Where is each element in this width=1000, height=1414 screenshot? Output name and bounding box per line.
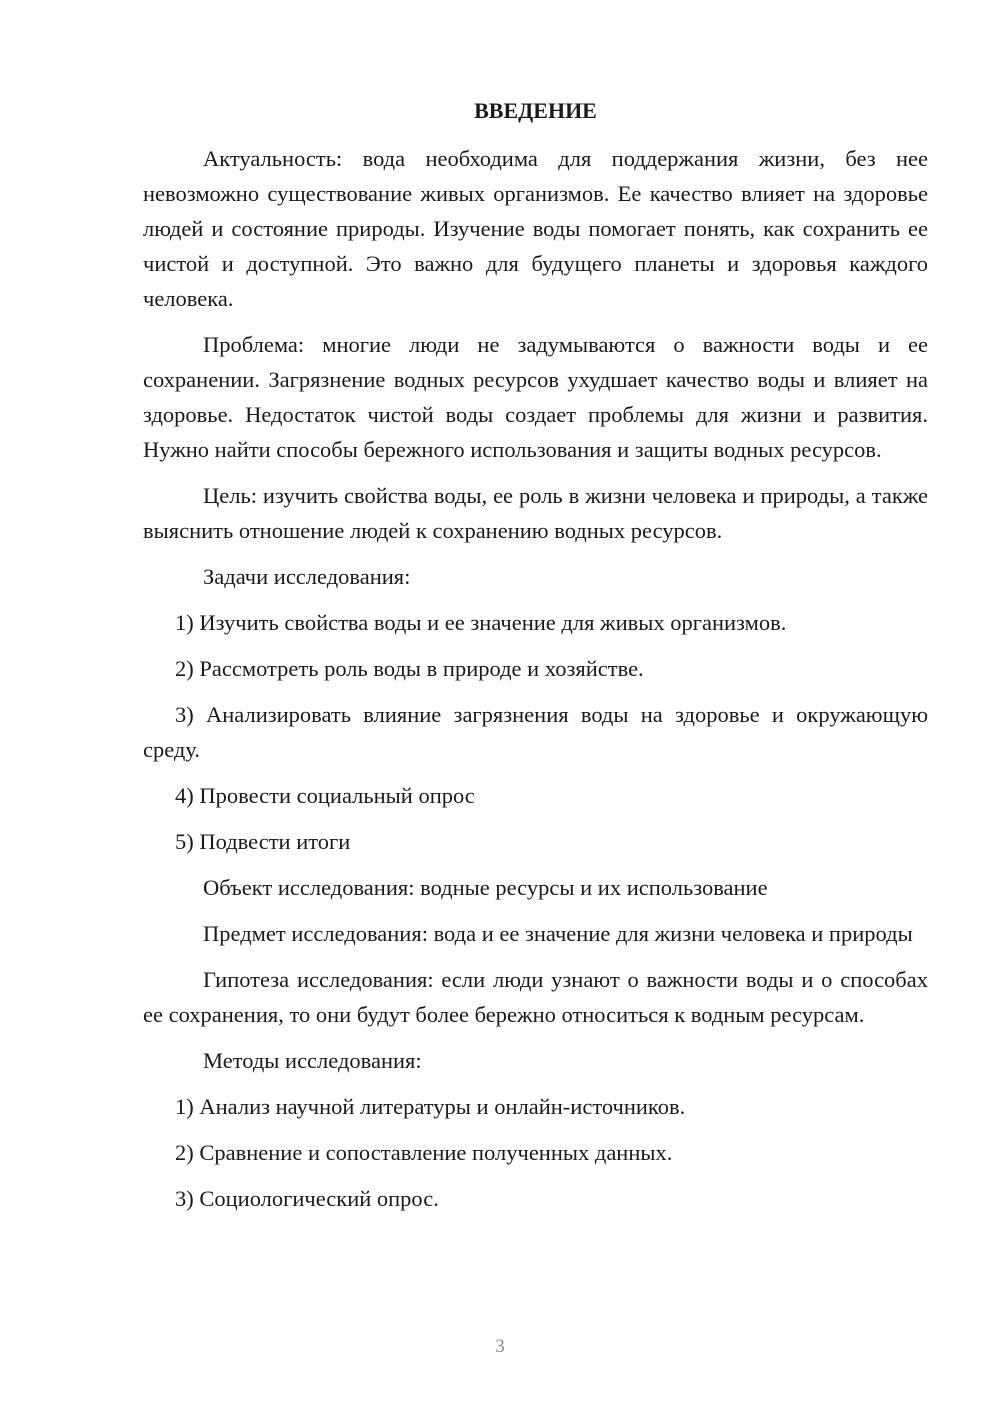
relevance-paragraph: Актуальность: вода необходима для поддержания жизни, без нее невозможно существование живых организмов. Ее качество влияет на здоровье людей и состояние природы. Изучение воды помогает понять, как сохранить ее чистой и доступной. Это важно для будущего планеты и здоровья каждого человека. [143, 146, 928, 311]
task-item: 5) Подвести итоги [175, 829, 351, 854]
section-title: ВВЕДЕНИЕ [474, 98, 597, 123]
method-item: 3) Социологический опрос. [175, 1186, 439, 1211]
tasks-heading: Задачи исследования: [203, 564, 411, 589]
task-item: 3) Анализировать влияние загрязнения воды на здоровье и окружающую среду. [143, 702, 928, 762]
object-paragraph: Объект исследования: водные ресурсы и их использование [203, 875, 768, 900]
task-item: 4) Провести социальный опрос [175, 783, 475, 808]
page-number: 3 [495, 1336, 505, 1357]
task-item: 2) Рассмотреть роль воды в природе и хозяйстве. [175, 656, 644, 681]
goal-paragraph: Цель: изучить свойства воды, ее роль в жизни человека и природы, а также выяснить отношение людей к сохранению водных ресурсов. [143, 483, 928, 543]
task-item: 1) Изучить свойства воды и ее значение для живых организмов. [175, 610, 787, 635]
method-item: 1) Анализ научной литературы и онлайн-источников. [175, 1094, 686, 1119]
document-page [143, 96, 928, 1227]
hypothesis-paragraph: Гипотеза исследования: если люди узнают о важности воды и о способах ее сохранения, то они будут более бережно относиться к водным ресурсам. [143, 967, 928, 1027]
subject-paragraph: Предмет исследования: вода и ее значение для жизни человека и природы [203, 921, 913, 946]
methods-heading: Методы исследования: [203, 1048, 422, 1073]
method-item: 2) Сравнение и сопоставление полученных данных. [175, 1140, 673, 1165]
problem-paragraph: Проблема: многие люди не задумываются о важности воды и ее сохранении. Загрязнение водных ресурсов ухудшает качество воды и влияет на здоровье. Недостаток чистой воды создает проблемы для жизни и развития. Нужно найти способы бережного использования и защиты водных ресурсов. [143, 332, 928, 462]
